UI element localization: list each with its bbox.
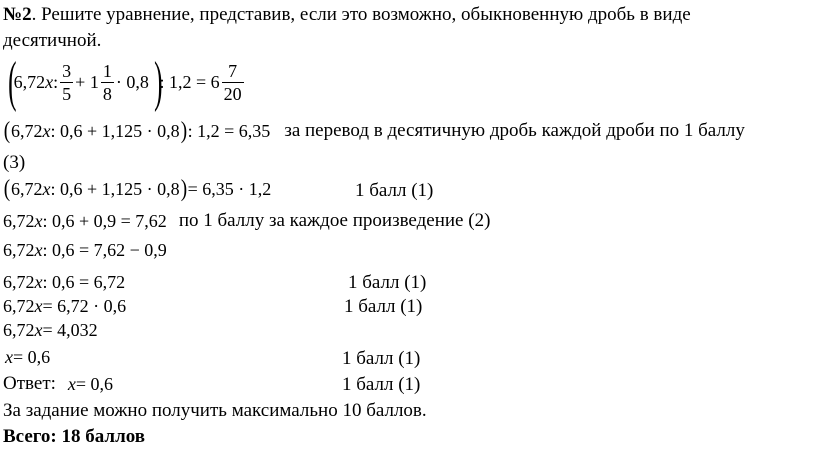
task-statement-line1 (3, 4, 691, 26)
equation-original (3, 51, 246, 113)
step-2: ( 6,72 x : 0,6 + 1,125 · 0,8 ) = 6,35 · 1,2 (3, 176, 272, 202)
eq-div: : (53, 71, 59, 92)
step-8: x = 0,6 (5, 347, 51, 367)
total-points: Всего: 18 баллов (3, 426, 146, 447)
step-5: 6,72 x : 0,6 = 6,72 (3, 272, 126, 292)
step-6: 6,72 x = 6,72 · 0,6 (3, 296, 127, 316)
task-text-1: . Решите уравнение, представив, если это возможно, обыкновенную дробь в виде (31, 4, 691, 25)
step-6-points: 1 балл (1) (344, 296, 423, 317)
fraction-1-8: $\frac{1}{8}$ (102, 60, 112, 104)
answer-points: 1 балл (1) (342, 374, 421, 395)
eq-var: x (45, 71, 54, 92)
step-4: 6,72 x : 0,6 = 7,62 − 0,9 (3, 240, 167, 260)
step-8-points: 1 балл (1) (342, 348, 421, 369)
task-statement-line2 (3, 30, 101, 52)
eq-plus: + 1 (75, 71, 99, 92)
eq-mult: · 0,8 (115, 71, 149, 92)
step-2-points: 1 балл (1) (355, 180, 434, 201)
answer-label: Ответ: (3, 373, 56, 394)
max-points-line: За задание можно получить максимально 10 баллов. (3, 400, 427, 421)
task-text-2: десятичной. (3, 30, 102, 51)
task-number: №2 (3, 4, 32, 25)
fraction-3-5: $\frac{3}{5}$ (62, 60, 72, 104)
right-paren: ) (153, 51, 163, 113)
eq-coef: 6,72 (13, 71, 46, 92)
step-1-note-cont: (3) (3, 152, 26, 173)
step-7: 6,72 x = 4,032 (3, 320, 98, 340)
answer-line: Ответ: x = 0,6 (3, 373, 114, 394)
fraction-7-20: $\frac{7}{20}$ (223, 60, 242, 104)
step-3: 6,72 x : 0,6 + 0,9 = 7,62 по 1 баллу за каждое произведение (2) (3, 210, 491, 231)
left-paren: ( (8, 51, 17, 113)
step-3-note: по 1 баллу за каждое произведение (2) (178, 210, 491, 231)
eq-rhs: : 1,2 = 6 (159, 71, 220, 92)
step-1: ( 6,72 x : 0,6 + 1,125 · 0,8 ) : 1,2 = 6,35 за перевод в десятичную дробь каждой дроби по 1 баллу (3, 118, 745, 144)
step-1-note: за перевод в десятичную дробь каждой дроби по 1 баллу (284, 120, 745, 141)
step-5-points: 1 балл (1) (348, 272, 427, 293)
